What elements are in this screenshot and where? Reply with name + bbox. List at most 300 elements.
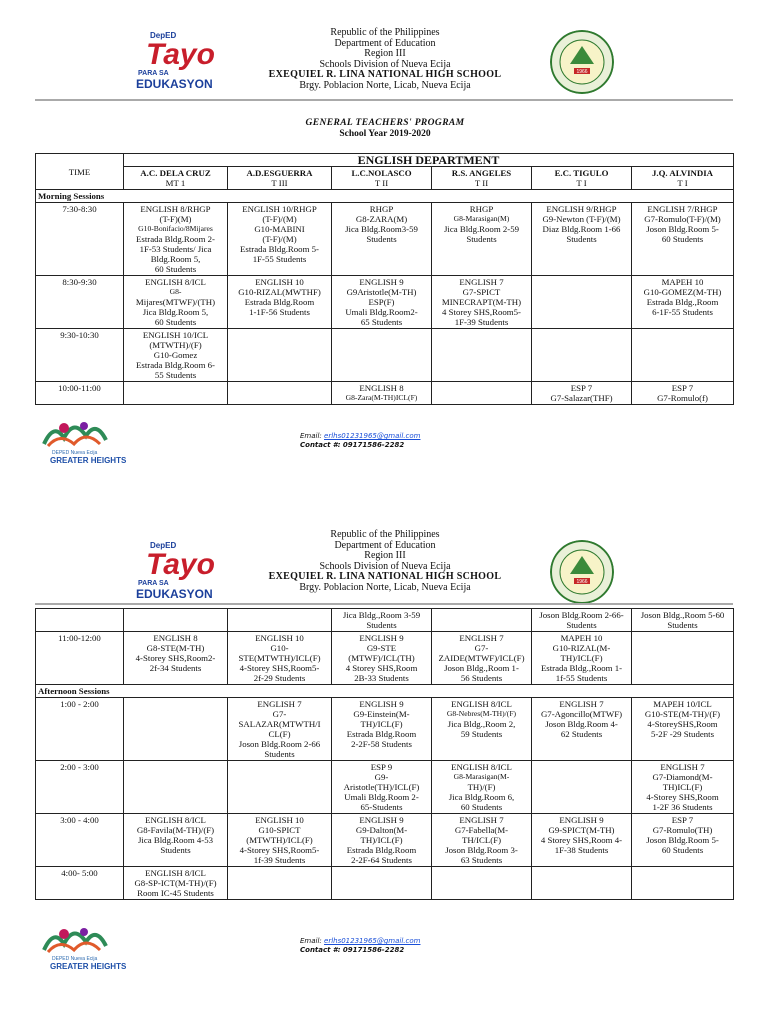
logo-deped-text: DepED (150, 31, 177, 40)
schedule-cell (432, 698, 532, 761)
cell-line: Estrada Bldg.Room (346, 729, 417, 739)
cell-line: MAPEH 10/ICL (653, 699, 712, 709)
cell-line: (MTWF)/ICL(TH) (348, 653, 415, 663)
cell-line: 2-2F-58 Students (351, 739, 412, 749)
cell-line: TH)/ICL(F) (560, 653, 603, 663)
cell-line: ENGLISH 8/ICL (145, 815, 206, 825)
cell-line: ENGLISH 7/RHGP (647, 204, 718, 214)
cell-line: G10-RIZAL(MWTHF) (238, 287, 321, 297)
page-2 (0, 510, 768, 1024)
cell-line: 60 Students (661, 845, 704, 855)
teacher-rank: T II (474, 178, 489, 188)
contact-label: Contact #: (300, 441, 341, 449)
cell-line: 4 Storey SHS,Room (345, 663, 418, 673)
schedule-cell (124, 632, 228, 685)
schedule-cell (532, 761, 632, 814)
schedule-cell (332, 276, 432, 329)
school-name: EXEQUIEL R. LINA NATIONAL HIGH SCHOOL (268, 571, 502, 583)
cell-line: Estrada Bldg.Room 2- (136, 234, 215, 244)
cell-line: Joson Bldg.Room 5- (646, 835, 719, 845)
footer-contact (300, 432, 500, 450)
seal-year: 1966 (576, 69, 588, 75)
teacher-name: A.C. DELA CRUZ (140, 168, 211, 178)
cell-line: Joson Bldg.,Room 1- (444, 663, 519, 673)
schedule-cell (332, 382, 432, 405)
cell-line: G8-SP-ICT(M-TH)/(F) (134, 878, 217, 888)
schedule-cell (532, 632, 632, 685)
cell-line: G7-Fabella(M- (454, 825, 509, 835)
schedule-cell (432, 276, 532, 329)
cell-line: 4-StoreySHS,Room (647, 719, 718, 729)
cell-line: 5-2F -29 Students (650, 729, 715, 739)
email-label: Email: (300, 432, 322, 440)
teacher-header (228, 167, 332, 190)
cell-line: G10-STE(M-TH)/(F) (644, 709, 721, 719)
logo-para-sa-text: PARA SA (138, 580, 169, 587)
cell-line: Diaz Bldg.Room 1-66 (542, 224, 621, 234)
cell-line: Aristotle(TH)/ICL(F) (343, 782, 420, 792)
time-slot: 11:00-12:00 (36, 632, 124, 685)
schedule-cell (632, 632, 734, 685)
cell-line: 60 Students (661, 234, 704, 244)
schedule-cell (228, 382, 332, 405)
teacher-header (432, 167, 532, 190)
teacher-header (532, 167, 632, 190)
letterhead-line: Region III (364, 48, 406, 60)
cell-line: 65-Students (360, 802, 403, 812)
cell-line: ENGLISH 7 (459, 277, 504, 287)
time-header: TIME (36, 154, 124, 190)
cell-line: Bldg.Room 5, (150, 254, 201, 264)
cell-line: ZAIDE(MTWF)/ICL(F) (438, 653, 525, 663)
cell-line: 1F-53 Students/ Jica (139, 244, 212, 254)
letterhead-line: Schools Division of Nueva Ecija (319, 58, 451, 70)
cell-line: ESP 7 (570, 383, 593, 393)
cell-line: Joson Bldg.Room 4- (545, 719, 618, 729)
cell-line: ENGLISH 9 (559, 815, 604, 825)
cell-line: ENGLISH 8/ICL (451, 762, 512, 772)
schedule-cell (632, 203, 734, 276)
cell-line: 1f-39 Students (253, 855, 306, 865)
cell-line: ENGLISH 10 (255, 815, 304, 825)
schedule-cell (332, 814, 432, 867)
cell-line: 2-2F-64 Students (351, 855, 412, 865)
schedule-cell (332, 867, 432, 900)
time-slot: 1:00 - 2:00 (36, 698, 124, 761)
cell-line: G7-Romulo(TH) (652, 825, 713, 835)
cell-line: G10-Bonifacio/8Mijares (138, 224, 213, 233)
continued-body (36, 609, 734, 900)
cell-line: 1F-38 Students (554, 845, 609, 855)
greater-heights-logo (34, 920, 142, 972)
cell-line: 60 Students (154, 317, 197, 327)
cell-line: Estrada Bldg.Room 5- (240, 244, 319, 254)
logo-tayo-text: Tayo (146, 548, 215, 581)
cell-line: Students (264, 749, 295, 759)
schedule-cell (332, 203, 432, 276)
schedule-cell (228, 867, 332, 900)
cell-line: 6-1F-55 Students (652, 307, 713, 317)
cell-line: (T-F)/(M) (262, 214, 297, 224)
logo-caption-2: GREATER HEIGHTS (50, 456, 127, 465)
cell-line: Students (566, 234, 597, 244)
teacher-rank: T III (271, 178, 288, 188)
cell-line: 55 Students (154, 370, 197, 380)
cell-line: G9-Einstein(M- (353, 709, 410, 719)
schedule-cell (532, 867, 632, 900)
schedule-cell (228, 329, 332, 382)
schedule-cell (432, 329, 532, 382)
cell-line: (T-F)(M) (159, 214, 192, 224)
teacher-name: J.Q. ALVINDIA (651, 168, 714, 178)
cell-line: TH/ICL(F) (461, 835, 502, 845)
cell-line: 4 Storey SHS,Room 4- (540, 835, 623, 845)
time-slot (36, 609, 124, 632)
cell-line: 60 Students (154, 264, 197, 274)
logo-para-sa-text: PARA SA (138, 70, 169, 77)
cell-line: Joson Bldg.Room 3- (445, 845, 518, 855)
cell-line: 2f-34 Students (149, 663, 202, 673)
cell-line: 62 Students (560, 729, 603, 739)
cell-line: STE(MTWTH)/ICL(F) (238, 653, 321, 663)
schedule-cell (124, 867, 228, 900)
cell-line: G7-SPICT (462, 287, 501, 297)
cell-line: G8-Zara(M-TH)ICL(F) (345, 393, 418, 402)
letterhead (200, 28, 570, 92)
cell-line: G10-GOMEZ(M-TH) (643, 287, 722, 297)
cell-line: Students (466, 234, 497, 244)
schedule-cell (532, 276, 632, 329)
time-slot: 9:30-10:30 (36, 329, 124, 382)
schedule-cell (432, 609, 532, 632)
cell-line: G9-Newton (T-F)/(M) (542, 214, 621, 224)
cell-line: 1-1F-56 Students (249, 307, 310, 317)
cell-line: ENGLISH 9 (359, 815, 404, 825)
schedule-cell (228, 698, 332, 761)
cell-line: ESP 7 (671, 815, 694, 825)
schedule-cell (632, 698, 734, 761)
cell-line: 1F-55 Students (252, 254, 307, 264)
cell-line: G10-SPICT (258, 825, 301, 835)
cell-line: G7-Romulo(f) (657, 393, 708, 403)
cell-line: ENGLISH 8 (359, 383, 404, 393)
cell-line: G8-Favila(M-TH)/(F) (136, 825, 215, 835)
session-row (36, 190, 734, 203)
cell-line: G10-MABINI (254, 224, 305, 234)
cell-line: 1f-55 Students (555, 673, 608, 683)
schedule-cell (124, 276, 228, 329)
schedule-row (36, 867, 734, 900)
letterhead-line: Department of Education (334, 539, 436, 551)
schedule-cell: Joson Bldg.Room 2-66-Students (532, 609, 632, 632)
logo-caption-1: DEPED Nueva Ecija (52, 956, 98, 962)
email-link[interactable]: erlhs01231965@gmail.com (324, 432, 421, 440)
schedule-row (36, 203, 734, 276)
cell-line: ENGLISH 10/ICL (142, 330, 209, 340)
contact-number: 09171586-2282 (342, 441, 405, 449)
page-1 (0, 0, 768, 500)
cell-line: G8-ZARA(M) (355, 214, 408, 224)
cell-line: ENGLISH 10/RHGP (242, 204, 317, 214)
cell-line: 4 Storey SHS,Room5- (442, 307, 521, 317)
session-row (36, 685, 734, 698)
cell-line: Room IC-45 Students (137, 888, 214, 898)
cell-line: 2f-29 Students (253, 673, 306, 683)
cell-line: (MTWTH)/(F) (149, 340, 202, 350)
schedule-cell: Jica Bldg.,Room 3-59 Students (332, 609, 432, 632)
cell-line: 1-2F 36 Students (652, 802, 713, 812)
cell-line: Estrada Bldg.Room 6- (136, 360, 215, 370)
cell-line: Estrada Bldg.Room (346, 845, 417, 855)
header-rule (35, 99, 733, 101)
afternoon-session-label: Afternoon Sessions (36, 685, 734, 698)
schedule-cell (632, 329, 734, 382)
schedule-row (36, 329, 734, 382)
cell-line: CL(F) (268, 729, 291, 739)
cell-line: 4-Storey SHS,Room5- (239, 663, 320, 673)
schedule-cell (124, 203, 228, 276)
cell-line: SALAZAR(MTWTH/I (238, 719, 321, 729)
letterhead-line: Republic of the Philippines (330, 529, 440, 540)
cell-line: Estrada Bldg.,Room (646, 297, 719, 307)
cell-line: G8-STE(M-TH) (146, 643, 205, 653)
cell-line: TH)/ICL(F) (360, 835, 403, 845)
schedule-cell (432, 761, 532, 814)
cell-line: ENGLISH 9 (359, 277, 404, 287)
cell-line: Joson Bldg.Room 2-66 (238, 739, 321, 749)
cell-line: 4-Storey SHS,Room (646, 792, 719, 802)
cell-line: TH)/(F) (467, 782, 496, 792)
cell-line: 4-Storey SHS,Room2- (135, 653, 216, 663)
cell-line: 63 Students (460, 855, 503, 865)
schedule-cell (532, 382, 632, 405)
schedule-cell (124, 609, 228, 632)
schedule-cell (228, 814, 332, 867)
cell-line: G10-RIZAL(M- (552, 643, 611, 653)
teacher-header (124, 167, 228, 190)
morning-body (36, 203, 734, 405)
cell-line: 56 Students (460, 673, 503, 683)
cell-line: ENGLISH 7 (459, 815, 504, 825)
cell-line: 60 Students (460, 802, 503, 812)
cell-line: G9-Dalton(M- (355, 825, 408, 835)
cell-line: Jica Bldg.Room 4-53 (137, 835, 213, 845)
schedule-cell (332, 632, 432, 685)
header-rule (35, 603, 733, 605)
teacher-rank: T I (576, 178, 587, 188)
cell-line: 1F-39 Students (454, 317, 509, 327)
cell-line: ENGLISH 7 (257, 699, 302, 709)
cell-line: MINECRAPT(M-TH) (441, 297, 522, 307)
cell-line: RHGP (469, 204, 494, 214)
cell-line: G8-Marasigan(M) (453, 214, 510, 223)
footer-contact (300, 937, 500, 955)
time-slot: 7:30-8:30 (36, 203, 124, 276)
cell-line: (MTWTH)/ICL(F) (246, 835, 313, 845)
program-title: GENERAL TEACHERS' PROGRAM (305, 118, 465, 128)
cell-line: ENGLISH 7 (660, 762, 705, 772)
department-header: ENGLISH DEPARTMENT (124, 154, 734, 167)
cell-line: ENGLISH 7 (559, 699, 604, 709)
schedule-row (36, 761, 734, 814)
schedule-row (36, 276, 734, 329)
teacher-row (36, 167, 734, 190)
cell-line: ESP(F) (368, 297, 395, 307)
cell-line: ENGLISH 8/ICL (145, 868, 206, 878)
cell-line: 65 Students (360, 317, 403, 327)
cell-line: G10-Gomez (153, 350, 198, 360)
time-slot: 10:00-11:00 (36, 382, 124, 405)
logo-caption-2: GREATER HEIGHTS (50, 962, 127, 971)
cell-line: ENGLISH 9 (359, 699, 404, 709)
schedule-cell (632, 276, 734, 329)
logo-edukasyon-text: EDUKASYON (136, 587, 213, 601)
schedule-cell (432, 867, 532, 900)
schedule-cell (124, 761, 228, 814)
teacher-rank: T I (677, 178, 688, 188)
schedule-cell (124, 382, 228, 405)
schedule-cell (228, 203, 332, 276)
cell-line: Umali Bldg.Room2- (345, 307, 418, 317)
teacher-rank: MT 1 (165, 178, 186, 188)
cell-line: Jica Bldg.Room 2-59 (443, 224, 519, 234)
cell-line: G7-Agoncillo(MTWF) (540, 709, 623, 719)
cell-line: ENGLISH 9/RHGP (546, 204, 617, 214)
schedule-row (36, 698, 734, 761)
letterhead-line: Schools Division of Nueva Ecija (319, 560, 451, 572)
cell-line: G9- (374, 772, 389, 782)
teacher-rank: T II (374, 178, 389, 188)
cell-line: ENGLISH 10 (255, 277, 304, 287)
cell-line: 2B-33 Students (354, 673, 409, 683)
cell-line: Students (160, 845, 191, 855)
schedule-cell (228, 761, 332, 814)
schedule-cell (532, 329, 632, 382)
schedule-cell (124, 329, 228, 382)
logo-deped-text: DepED (150, 541, 177, 550)
letterhead-line: Region III (364, 550, 406, 562)
greater-heights-logo (34, 414, 142, 466)
cell-line: TH)ICL(F) (662, 782, 703, 792)
letterhead-line: Department of Education (334, 37, 436, 49)
schedule-cell (228, 632, 332, 685)
schedule-table-2 (35, 608, 734, 900)
schedule-cell (124, 698, 228, 761)
cell-line: Jica Bldg.Room 5, (142, 307, 209, 317)
cell-line: Jica Bldg.Room 6, (448, 792, 515, 802)
header-row (36, 154, 734, 167)
teacher-name: E.C. TIGULO (554, 168, 609, 178)
schedule-cell (332, 698, 432, 761)
cell-line: MAPEH 10 (661, 277, 704, 287)
schedule-row (36, 814, 734, 867)
seal-year: 1966 (576, 579, 588, 585)
schedule-cell (632, 382, 734, 405)
morning-session-label: Morning Sessions (36, 190, 734, 203)
cell-line: Jica Bldg.Room3-59 (345, 224, 418, 234)
schedule-cell (432, 632, 532, 685)
schedule-cell (632, 867, 734, 900)
cell-line: G7- (474, 643, 489, 653)
cell-line: Joson Bldg.Room 5- (646, 224, 719, 234)
cell-line: G7- (272, 709, 287, 719)
letterhead-line: Republic of the Philippines (330, 27, 440, 38)
cell-line: 59 Students (460, 729, 503, 739)
school-address: Brgy. Poblacion Norte, Licab, Nueva Ecija (299, 581, 471, 593)
schedule-cell (332, 761, 432, 814)
cell-line: ENGLISH 9 (359, 633, 404, 643)
cell-line: G7-Diamond(M- (652, 772, 713, 782)
cell-line: ENGLISH 8/ICL (145, 277, 206, 287)
email-label: Email: (300, 937, 322, 945)
teacher-name: L.C.NOLASCO (351, 168, 412, 178)
schedule-row (36, 382, 734, 405)
cell-line: G8-Nebres(M-TH)/(F) (446, 709, 517, 718)
cell-line: G7-Romulo(T-F)/(M) (644, 214, 721, 224)
cell-line: Umali Bldg.Room 2- (344, 792, 419, 802)
teacher-header (632, 167, 734, 190)
cell-line: ESP 9 (370, 762, 393, 772)
cell-line: Mijares(MTWF)/(TH) (135, 297, 216, 307)
time-slot: 2:00 - 3:00 (36, 761, 124, 814)
schedule-cell (432, 814, 532, 867)
teacher-header (332, 167, 432, 190)
cell-line: 4-Storey SHS,Room5- (239, 845, 320, 855)
schedule-cell (432, 203, 532, 276)
logo-caption-1: DEPED Nueva Ecija (52, 450, 98, 456)
teacher-name: A.D.ESGUERRA (246, 168, 313, 178)
schedule-cell (432, 382, 532, 405)
schedule-cell: Joson Bldg.,Room 5-60 Students (632, 609, 734, 632)
schedule-cell (632, 761, 734, 814)
cell-line: Students (366, 234, 397, 244)
email-link[interactable]: erlhs01231965@gmail.com (324, 937, 421, 945)
schedule-cell (532, 814, 632, 867)
time-slot: 4:00- 5:00 (36, 867, 124, 900)
cell-line: ENGLISH 8/RHGP (140, 204, 211, 214)
school-name: EXEQUIEL R. LINA NATIONAL HIGH SCHOOL (268, 69, 502, 81)
schedule-row (36, 632, 734, 685)
cell-line: G8- (169, 287, 182, 296)
cell-line: ENGLISH 8 (153, 633, 198, 643)
cell-line: G10- (270, 643, 289, 653)
school-year: School Year 2019-2020 (339, 129, 431, 139)
continued-row (36, 609, 734, 632)
logo-edukasyon-text: EDUKASYON (136, 77, 213, 91)
cell-line: ENGLISH 7 (459, 633, 504, 643)
cell-line: Estrada Bldg.Room (244, 297, 315, 307)
letterhead (200, 530, 570, 594)
schedule-cell (632, 814, 734, 867)
cell-line: ESP 7 (671, 383, 694, 393)
schedule-cell (228, 276, 332, 329)
school-address: Brgy. Poblacion Norte, Licab, Nueva Ecija (299, 79, 471, 91)
cell-line: RHGP (369, 204, 394, 214)
time-slot: 3:00 - 4:00 (36, 814, 124, 867)
cell-line: ENGLISH 8/ICL (451, 699, 512, 709)
cell-line: MAPEH 10 (560, 633, 603, 643)
cell-line: G8-Marasigan(M- (453, 772, 510, 781)
schedule-cell (332, 329, 432, 382)
cell-line: Jica Bldg.,Room 2, (447, 719, 516, 729)
cell-line: G9-SPICT(M-TH) (548, 825, 615, 835)
contact-label: Contact #: (300, 946, 341, 954)
schedule-cell (124, 814, 228, 867)
teacher-name: R.S. ANGELES (451, 168, 512, 178)
cell-line: ENGLISH 10 (255, 633, 304, 643)
contact-number: 09171586-2282 (342, 946, 405, 954)
cell-line: TH)/ICL(F) (360, 719, 403, 729)
